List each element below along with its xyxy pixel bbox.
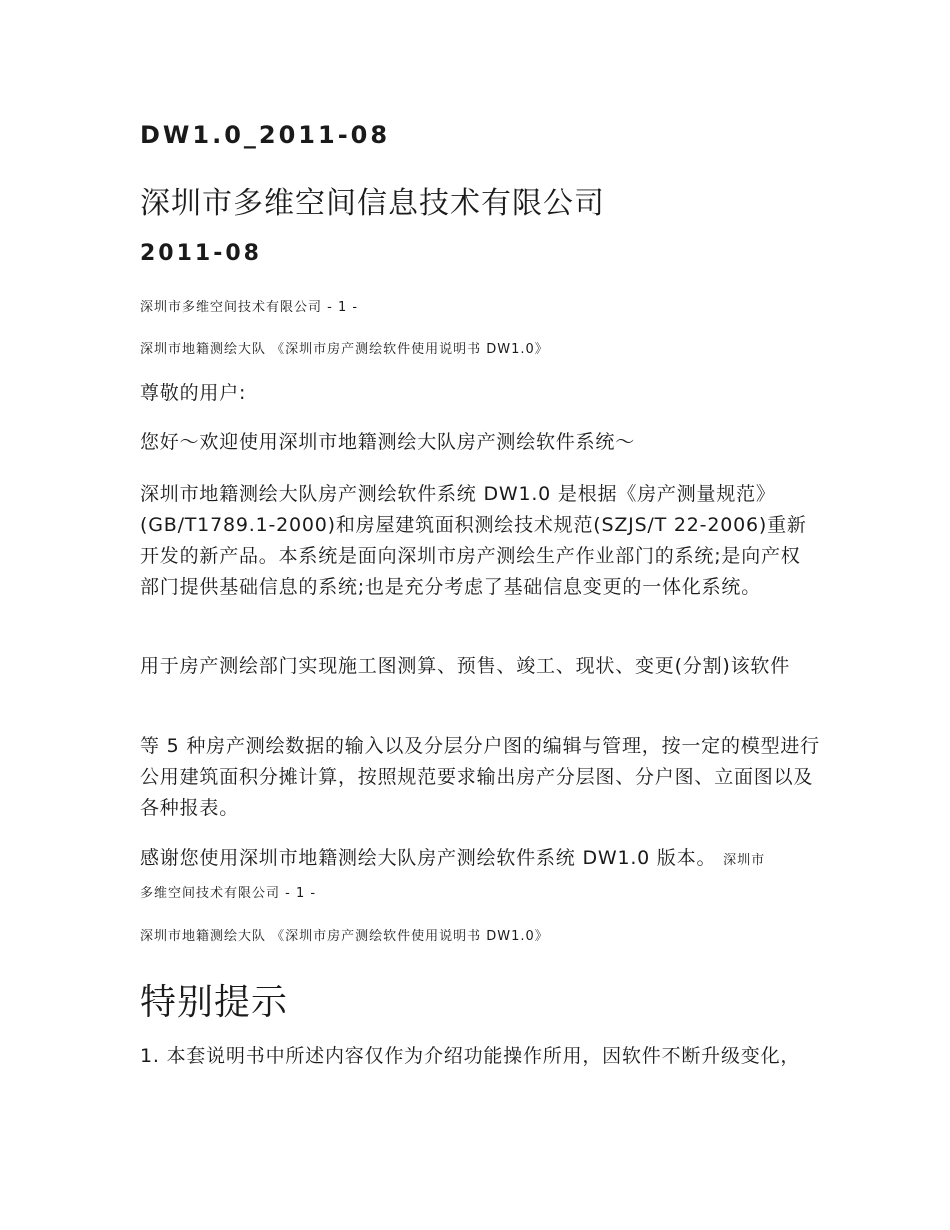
page-header: 深圳市地籍测绘大队 《深圳市房产测绘软件使用说明书 DW1.0》	[140, 342, 549, 357]
greeting: 尊敬的用户:	[140, 382, 247, 404]
page-header-2: 深圳市地籍测绘大队 《深圳市房产测绘软件使用说明书 DW1.0》	[140, 929, 549, 944]
page-footer: 深圳市多维空间技术有限公司 - 1 -	[140, 300, 359, 315]
company-title: 深圳市多维空间信息技术有限公司	[140, 186, 605, 221]
notice-heading: 特别提示	[140, 982, 289, 1023]
thanks-text: 感谢您使用深圳市地籍测绘大队房产测绘软件系统 DW1.0 版本。	[140, 847, 717, 869]
notice-item-1: 1. 本套说明书中所述内容仅作为介绍功能操作所用，因软件不断升级变化，	[140, 1045, 801, 1067]
thanks-paragraph	[140, 843, 820, 876]
usage-paragraph-2: 等 5 种房产测绘数据的输入以及分层分户图的编辑与管理，按一定的模型进行公用建筑面积分摊计算，按照规范要求输出房产分层图、分户图、立面图以及各种报表。	[140, 735, 820, 819]
intro-paragraph: 深圳市地籍测绘大队房产测绘软件系统 DW1.0 是根据《房产测量规范》(GB/T1789.1-2000)和房屋建筑面积测绘技术规范(SZJS/T 22-2006)重新开发的新产品。本系统是面向深圳市房产测绘生产作业部门的系统;是向产权部门提供基础信息的系统;也是充分考虑了基础信息变更的一体化系统。	[140, 483, 807, 598]
usage-paragraph-1: 用于房产测绘部门实现施工图测算、预售、竣工、现状、变更(分割)该软件	[140, 655, 791, 677]
version-title: DW1.0_2011-08	[140, 121, 391, 149]
welcome-text: 您好～欢迎使用深圳市地籍测绘大队房产测绘软件系统～	[140, 431, 636, 453]
cover-date: 2011-08	[140, 241, 262, 266]
page-footer-inline-end: 多维空间技术有限公司 - 1 -	[140, 886, 317, 901]
page-footer-inline-start: 深圳市	[723, 853, 766, 868]
